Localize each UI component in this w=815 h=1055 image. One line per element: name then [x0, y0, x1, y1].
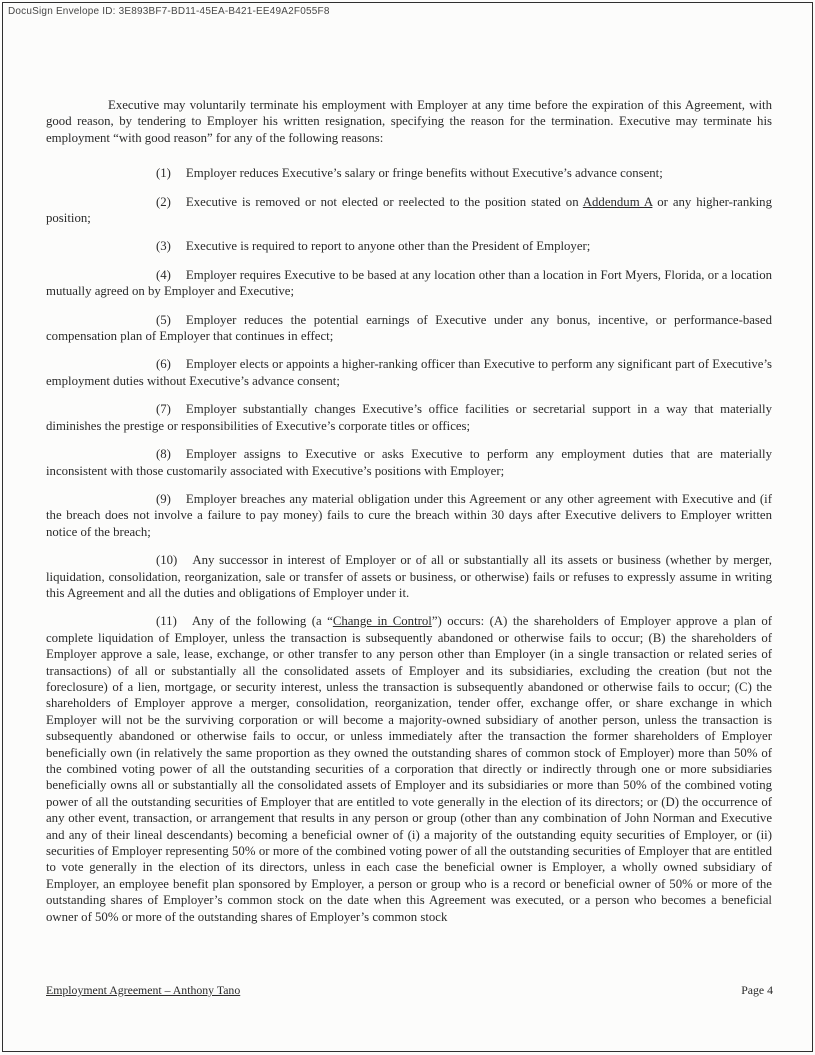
list-item [46, 446, 772, 479]
list-item [46, 267, 772, 300]
list-item [46, 165, 772, 181]
list-item [46, 356, 772, 389]
list-item [46, 613, 772, 925]
item-number: (4) [156, 267, 171, 282]
body-text: Employer substantially changes Executive’s office facilities or secretarial support in a way that materially diminishes the prestige or responsibilities of Executive’s corporate titles or offices; [46, 402, 772, 433]
page-footer [46, 983, 773, 998]
item-number: (11) [156, 614, 177, 629]
body-text: ”) occurs: (A) the shareholders of Employer approve a plan of complete liquidation of Employer, unless the transaction is subsequently abandoned or otherwise fails to occur; (B) the shareholders of Employer approve a sale, lease, exchange, or other transfer to any person other than Employer (in a single transaction or related series of transactions) of all or substantially all the consolidated assets of Employer and its subsidiaries, excluding the creation (but not the foreclosure) of a lien, mortgage, or security interest, unless the transaction is subsequently abandoned or otherwise fails to occur; (C) the shareholders of Employer approve a merger, consolidation, reorganization, tender offer, exchange offer, or share exchange in which Employer will not be the surviving corporation or will become a majority-owned subsidiary of another person, unless the transaction is subsequently abandoned or otherwise fails to occur, or unless immediately after the transaction the former shareholders of Employer beneficially own (in relatively the same proportion as they owned the outstanding shares of common stock of Employer) more than 50% of the combined voting power of all the outstanding securities of a corporation that directly or indirectly through one or more subsidiaries beneficially owns all or substantially all the consolidated assets of Employer and its subsidiaries or more than 50% of the combined voting power of all the outstanding securities of Employer that are entitled to vote generally in the election of its directors; or (D) the occurrence of any other event, transaction, or arrangement that results in any person or group (other than any combination of John Norman and Executive and any of their lineal descendants) becoming a beneficial owner of (i) a majority of the outstanding equity securities of Employer, or (ii) securities of Employer representing 50% or more of the combined voting power of all the outstanding securities of Employer that are entitled to vote generally in the election of its directors, unless in each case the beneficial owner is Employer, a wholly owned subsidiary of Employer, an employee benefit plan sponsored by Employer, a person or group who is a record or beneficial owner of 50% or more of the outstanding shares of Employer’s common stock on the date when this Agreement was executed, or a person who becomes a beneficial owner of 50% or more of the outstanding shares of Employer’s common stock [46, 614, 772, 924]
body-text: Employer reduces Executive’s salary or fringe benefits without Executive’s advance consent; [185, 166, 663, 181]
item-number: (9) [156, 491, 171, 506]
intro-paragraph [46, 97, 772, 146]
body-text: or any higher-ranking position; [46, 194, 772, 226]
item-number: (10) [156, 553, 178, 568]
list-item [46, 238, 772, 254]
item-number: (1) [156, 166, 171, 181]
item-number: (6) [156, 357, 171, 372]
body-text: Executive is required to report to anyone other than the President of Employer; [185, 239, 591, 254]
body-text: Employer requires Executive to be based at any location other than a location in Fort Myers, Florida, or a location mutually agreed on by Employer and Executive; [46, 267, 772, 299]
item-number: (7) [156, 402, 171, 417]
list-item [46, 194, 772, 227]
docusign-envelope-id: DocuSign Envelope ID: 3E893BF7-BD11-45EA-B421-EE49A2F055F8 [8, 6, 330, 17]
item-number: (2) [156, 194, 171, 209]
item-number: (5) [156, 312, 171, 327]
list-item [46, 491, 772, 540]
footer-document-title: Employment Agreement – Anthony Tano [46, 983, 241, 997]
body-text: Employer reduces the potential earnings of Executive under any bonus, incentive, or performance-based compensation plan of Employer that continues in effect; [46, 312, 772, 344]
item-number: (8) [156, 447, 171, 462]
body-text: Employer elects or appoints a higher-ranking officer than Executive to perform any significant part of Executive’s employment duties without Executive’s advance consent; [46, 357, 772, 388]
list-item [46, 312, 772, 345]
document-body [46, 97, 772, 937]
footer-page-number: Page 4 [741, 983, 773, 997]
item-number: (3) [156, 239, 171, 254]
body-text: Any of the following (a “ [191, 614, 333, 629]
body-text: Any successor in interest of Employer or of all or substantially all its assets or business (whether by merger, liquidation, consolidation, reorganization, sale or transfer of assets or business, or otherwise) fails or refuses to expressly assume in writing this Agreement and all the duties and obligations of Employer under it. [46, 553, 772, 600]
list-item [46, 552, 772, 601]
body-text: Employer assigns to Executive or asks Executive to perform any employment duties that are materially inconsistent with those customarily associated with Executive’s positions with Employer; [46, 447, 772, 478]
list-item [46, 401, 772, 434]
body-text: Employer breaches any material obligation under this Agreement or any other agreement with Executive and (if the breach does not involve a failure to pay money) fails to cure the breach within 30 days after Executive delivers to Employer written notice of the breach; [46, 491, 772, 539]
body-text: Executive is removed or not elected or reelected to the position stated on [185, 194, 583, 209]
underlined-text: Change in Control [332, 614, 432, 629]
body-text: Executive may voluntarily terminate his employment with Employer at any time before the expiration of this Agreement, with good reason, by tendering to Employer his written resignation, specifying the reason for the termination. Executive may terminate his employment “with good reason” for any of the following reasons: [46, 98, 772, 145]
underlined-text: Addendum A [582, 194, 653, 209]
